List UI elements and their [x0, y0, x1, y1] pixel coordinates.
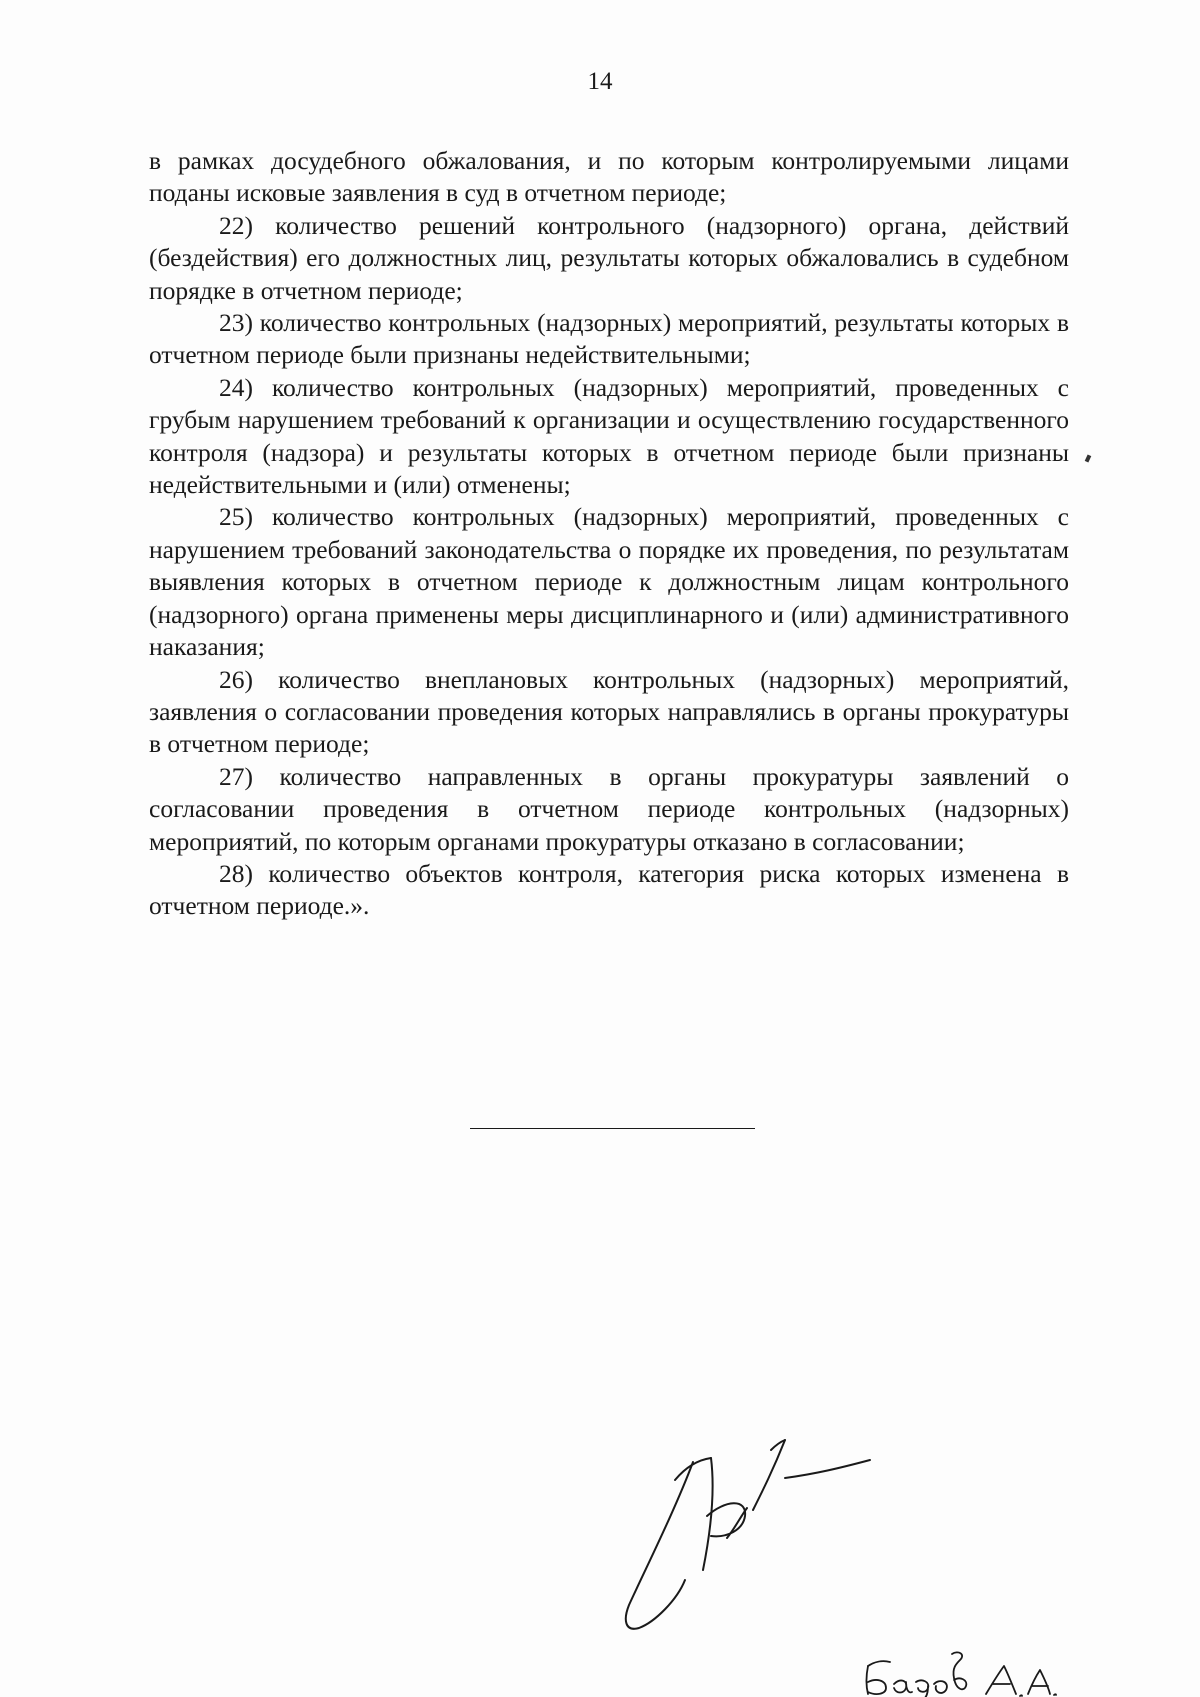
page-number: 14 — [587, 68, 613, 95]
paragraph-continuation: в рамках досудебного обжалования, и по которым контролируемыми лицами поданы исковые заявления в суд в отчетном периоде; — [149, 146, 1069, 208]
end-of-text-divider — [470, 1128, 755, 1129]
list-item-26: 26) количество внеплановых контрольных (надзорных) мероприятий, заявления о согласовании проведения которых направлялись в органы прокуратуры в отчетном периоде; — [149, 664, 1069, 759]
list-item-28: 28) количество объектов контроля, категория риска которых изменена в отчетном периоде.». — [149, 858, 1069, 921]
handwritten-surname — [860, 1648, 1060, 1697]
signature-mark — [615, 1420, 875, 1640]
list-item-24: 24) количество контрольных (надзорных) мероприятий, проведенных с грубым нарушением требований к организации и осуществлению государственного контроля (надзора) и результаты которых в отчетном периоде были признаны недействительными и (или) отменены; — [149, 372, 1069, 500]
list-item-22: 22) количество решений контрольного (надзорного) органа, действий (бездействия) его должностных лиц, результаты которых обжаловались в судебном порядке в отчетном периоде; — [149, 210, 1069, 305]
document-body — [149, 145, 1069, 923]
list-item-27: 27) количество направленных в органы прокуратуры заявлений о согласовании проведения в отчетном периоде контрольных (надзорных) мероприятий, по которым органами прокуратуры отказано в согласовании; — [149, 761, 1069, 856]
list-item-25: 25) количество контрольных (надзорных) мероприятий, проведенных с нарушением требований законодательства о порядке их проведения, по результатам выявления которых в отчетном периоде к должностным лицам контрольного (надзорного) органа применены меры дисциплинарного и (или) административного наказания; — [149, 502, 1069, 662]
list-item-23: 23) количество контрольных (надзорных) мероприятий, результаты которых в отчетном периоде были признаны недействительными; — [149, 308, 1069, 370]
scan-artifact-mark — [1085, 454, 1092, 462]
